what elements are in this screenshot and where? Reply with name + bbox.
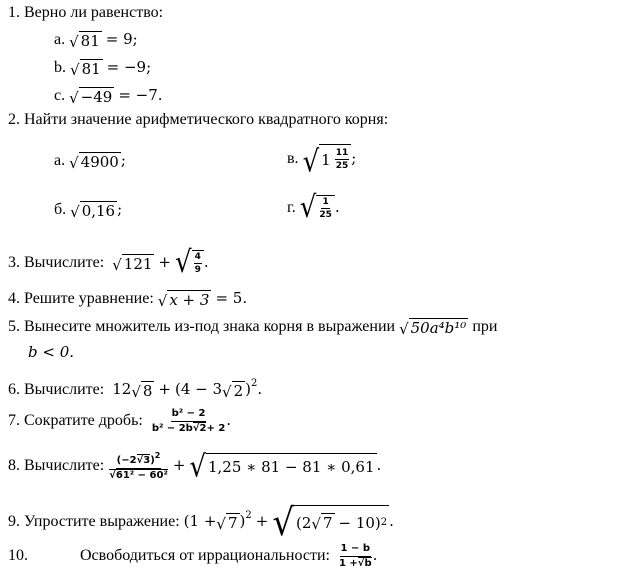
task-8 — [8, 448, 381, 483]
square-root: √ 50a⁴b¹⁰ — [399, 318, 467, 338]
numerator: b² − 2 — [171, 408, 207, 422]
task-2 — [8, 110, 388, 130]
task-text-tail: при — [472, 318, 498, 335]
square-root: √ 2 — [222, 381, 244, 401]
radicand: 4900 — [80, 152, 119, 171]
denominator: 1 +√b — [338, 557, 372, 569]
option-label: а. — [54, 152, 66, 169]
inner-square-root: √ 7 — [311, 514, 333, 534]
square-root: √ $\frac{4}{9}$ — [175, 250, 204, 276]
task-number: 4. — [8, 290, 20, 307]
task-2-option-g — [287, 190, 340, 225]
task-number: 3. — [8, 254, 20, 271]
denominator: 25 — [319, 210, 332, 221]
task-number: 6. — [8, 381, 20, 398]
plus-sign: + — [172, 456, 186, 474]
exponent: 2 — [380, 516, 388, 528]
task-text: Освободиться от иррациональности: — [80, 547, 330, 564]
expression-part: − 10) — [338, 513, 381, 532]
task-number: 10. — [8, 547, 28, 564]
task-number: 2. — [8, 111, 20, 128]
denominator-part: 1 + — [338, 557, 358, 569]
task-6 — [8, 374, 262, 400]
radicand: 2 — [199, 422, 207, 434]
equation-rest: = −7. — [118, 86, 163, 104]
option-label: b. — [54, 59, 66, 76]
radicand: 81 — [81, 59, 101, 78]
fraction — [338, 543, 373, 570]
punctuation: . — [226, 411, 232, 429]
square-root: √ 4900 — [69, 152, 119, 172]
condition: b < 0. — [28, 343, 75, 361]
punctuation: . — [203, 253, 209, 271]
fraction — [335, 148, 350, 171]
task-text: Найти значение арифметического квадратного корня: — [24, 111, 389, 128]
task-5-condition — [28, 342, 74, 363]
expression-part: (2 — [295, 513, 312, 532]
square-root: √ 121 — [112, 254, 153, 274]
task-number: 1. — [8, 4, 20, 21]
task-1-option-c — [54, 85, 163, 106]
task-text: Верно ли равенство: — [24, 4, 164, 21]
punctuation: . — [376, 456, 382, 474]
expression-part: (1 + — [183, 512, 217, 530]
task-2-option-b — [54, 199, 122, 220]
square-root: √ 7 — [216, 513, 238, 533]
radicand: 7 — [227, 513, 238, 532]
task-number: 8. — [8, 457, 20, 474]
numerator: 1 − b — [340, 543, 371, 557]
fraction — [151, 408, 226, 435]
task-text: Решите уравнение: — [24, 290, 154, 307]
task-1-option-b — [54, 57, 151, 78]
square-root: √ 81 — [69, 31, 100, 51]
option-label: c. — [54, 87, 66, 104]
equation-rest: = −9; — [106, 58, 152, 76]
radicand: 61² − 60² — [115, 470, 168, 482]
task-1 — [8, 3, 163, 23]
numerator: 4 — [194, 252, 201, 263]
punctuation: . — [257, 380, 263, 398]
punctuation: . — [389, 512, 394, 530]
punctuation: ; — [120, 151, 126, 169]
fraction — [108, 450, 169, 482]
whole-part: 1 — [321, 150, 331, 169]
square-root: √ −49 — [69, 87, 113, 107]
square-root: √ $\frac{1}{25}$ — [300, 195, 335, 221]
radicand: 3 — [143, 455, 151, 467]
task-number: 7. — [8, 412, 20, 429]
radicand: b — [364, 557, 372, 569]
radicand: x + 3 — [169, 290, 210, 309]
numerator-part: ) — [150, 455, 155, 467]
numerator: 11 — [335, 148, 349, 159]
square-root: √ x + 3 — [157, 290, 210, 310]
radicand: 81 — [80, 31, 100, 50]
task-2-option-v — [287, 141, 357, 180]
punctuation: . — [372, 546, 378, 564]
square-root: √ 1,25 ∗ 81 − 81 ∗ 0,61 — [189, 449, 375, 485]
task-4 — [8, 288, 247, 309]
task-3 — [8, 246, 209, 281]
task-7 — [8, 403, 231, 438]
radicand: 121 — [123, 254, 153, 273]
denominator-part: b² − 2b — [151, 422, 193, 434]
task-text: Вынесите множитель из-под знака корня в выражении — [24, 318, 396, 335]
denominator: √61² − 60² — [109, 470, 168, 482]
fraction — [194, 252, 202, 275]
square-root: √ 1 $\frac{11}{25}$ — [303, 144, 352, 175]
coefficient: 12 — [112, 380, 132, 398]
radicand: 0,16 — [81, 201, 116, 220]
task-2-option-a — [54, 150, 126, 171]
radicand: 7 — [322, 514, 333, 533]
equation-rest: = 9; — [105, 30, 138, 48]
task-number: 5. — [8, 318, 20, 335]
task-number: 9. — [8, 513, 20, 530]
task-text: Вычислите: — [24, 381, 105, 398]
square-root: √ 0,16 — [70, 201, 116, 221]
exponent: 2 — [251, 378, 258, 389]
punctuation: ; — [117, 200, 123, 218]
exponent: 2 — [154, 451, 161, 461]
denominator: 9 — [194, 265, 201, 276]
denominator-part: + 2 — [206, 422, 226, 434]
square-root: √ 81 — [70, 59, 101, 79]
equation-rest: = 5. — [215, 289, 248, 307]
close-paren: ) — [245, 380, 252, 398]
square-root: √ (2 √ 7 − 10) 2 — [272, 500, 388, 545]
option-label: a. — [54, 31, 66, 48]
denominator: b² − 2b√2+ 2 — [151, 422, 226, 434]
radicand: 8 — [142, 381, 153, 400]
expression-part: (4 − 3 — [175, 380, 223, 398]
task-10 — [8, 538, 377, 573]
fraction — [318, 197, 333, 220]
denominator: 25 — [335, 161, 349, 172]
radicand: 1,25 ∗ 81 − 81 ∗ 0,61 — [206, 453, 377, 480]
task-9 — [8, 496, 394, 545]
close-paren: ) — [239, 512, 246, 530]
punctuation: . — [334, 198, 340, 216]
option-label: г. — [287, 199, 296, 216]
exponent: 2 — [245, 510, 252, 521]
plus-sign: + — [158, 253, 171, 271]
radicand: 2 — [233, 381, 244, 400]
task-text: Вычислите: — [24, 254, 105, 271]
punctuation: ; — [351, 149, 357, 167]
task-5 — [8, 317, 497, 337]
plus-sign: + — [158, 380, 171, 398]
plus-sign: + — [255, 512, 269, 530]
option-label: б. — [54, 201, 67, 218]
numerator: $(-2√3)^2$ — [116, 450, 162, 469]
radicand: −49 — [80, 87, 113, 106]
task-text: Упростите выражение: — [24, 513, 180, 530]
task-text: Сократите дробь: — [24, 412, 143, 429]
task-1-option-a — [54, 29, 138, 50]
task-text: Вычислите: — [24, 457, 105, 474]
numerator-part: (−2 — [116, 455, 137, 467]
radicand: 50a⁴b¹⁰ — [410, 318, 467, 337]
square-root: √ 8 — [131, 381, 153, 401]
option-label: в. — [287, 150, 299, 167]
numerator: 1 — [322, 197, 329, 208]
